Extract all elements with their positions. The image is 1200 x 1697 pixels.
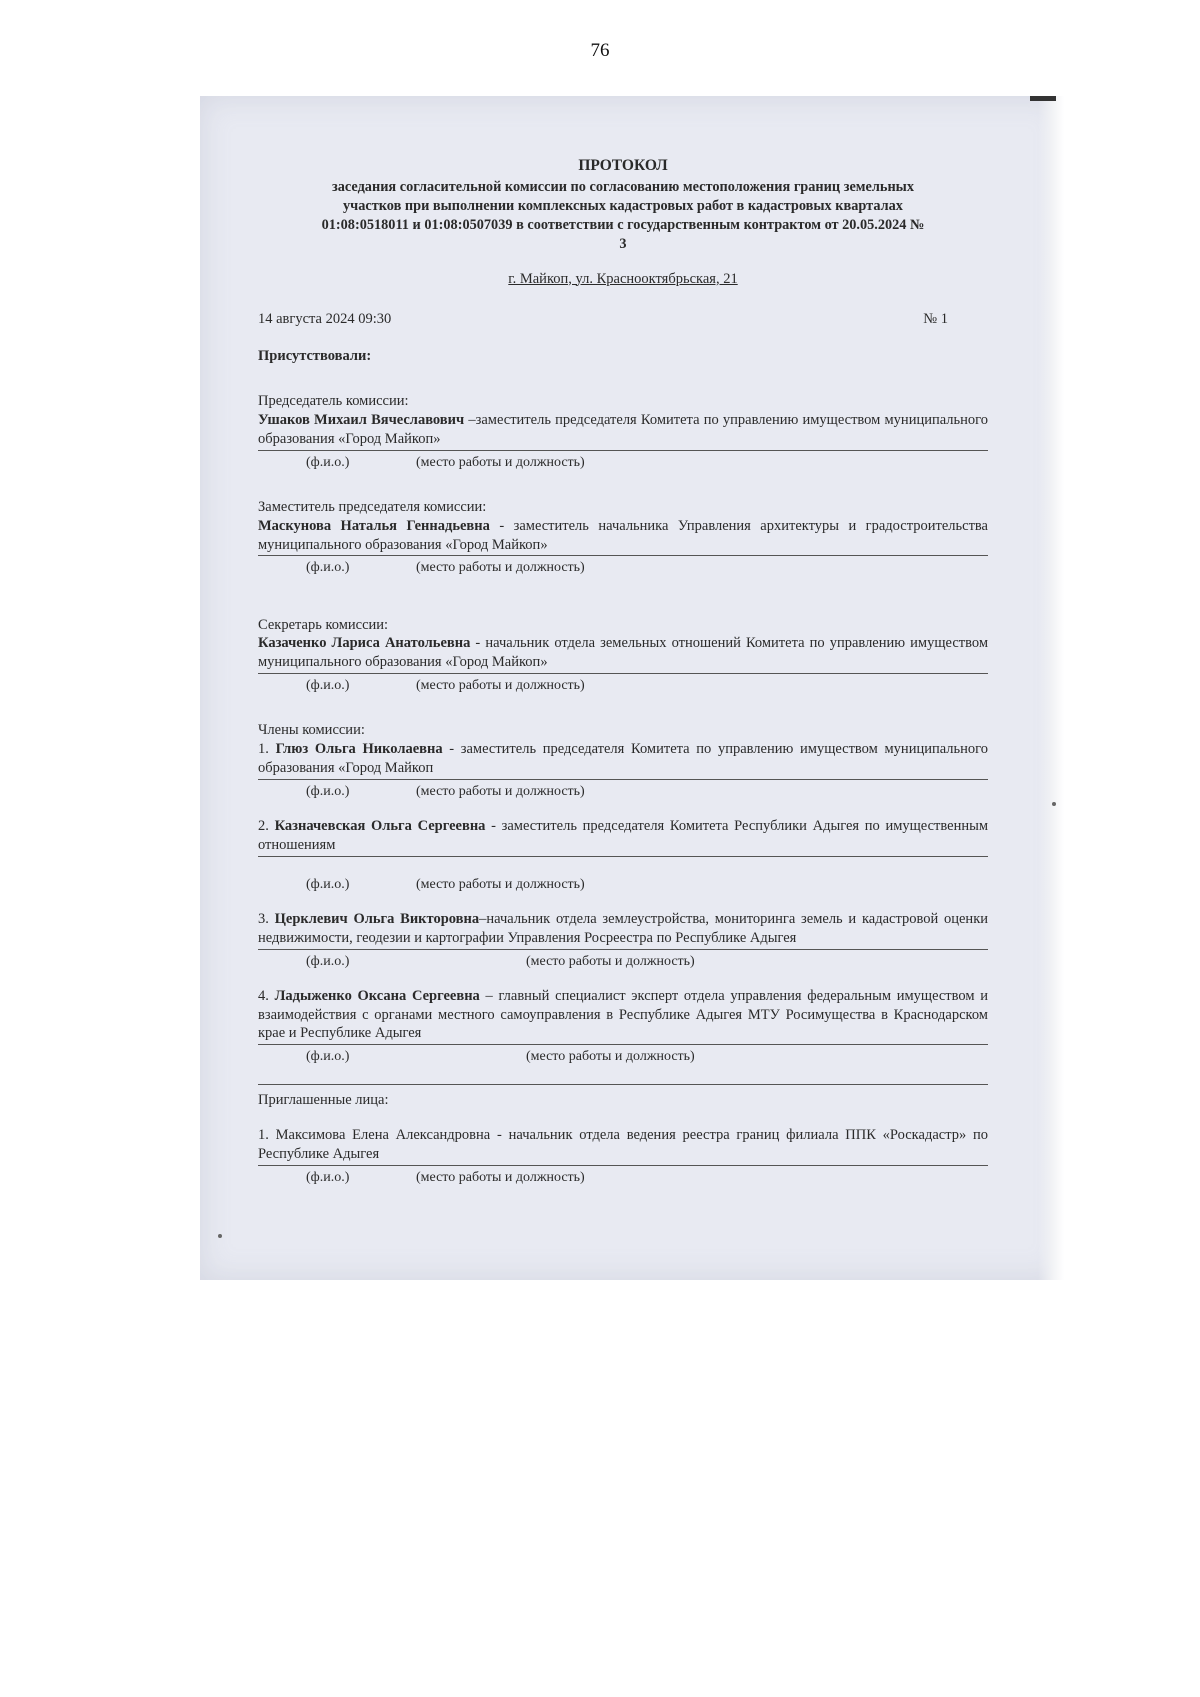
member-name: Глюз Ольга Николаевна xyxy=(275,741,443,758)
signature-caption xyxy=(258,454,988,472)
divider-line xyxy=(258,1066,988,1085)
member-entry xyxy=(258,817,988,857)
signature-caption xyxy=(258,783,988,801)
scan-edge-shadow xyxy=(1038,96,1064,1280)
meeting-date: 14 августа 2024 09:30 xyxy=(258,311,392,328)
meeting-address xyxy=(258,270,988,289)
member-name: Церклевич Ольга Викторовна xyxy=(274,910,480,927)
signature-caption xyxy=(258,953,988,971)
member-position: –начальник отдела землеустройства, мониторинга земель и кадастровой оценки недвижимости, геодезии и картографии Управления Росреестра по Республике Адыгея xyxy=(258,910,988,946)
member-name: Казначевская Ольга Сергеевна xyxy=(274,817,486,834)
scan-speck xyxy=(1052,802,1056,806)
member-entry xyxy=(258,910,988,950)
protocol-body xyxy=(258,156,988,1187)
member-name: Ладыженко Оксана Сергеевна xyxy=(274,987,480,1004)
caption-position: (место работы и должность) xyxy=(526,1049,695,1065)
subtitle-line: участков при выполнении комплексных кадастровых работ в кадастровых кварталах xyxy=(343,198,903,214)
signature-caption xyxy=(258,1169,988,1187)
member-number: 2. xyxy=(258,817,275,834)
caption-fio: (ф.и.о.) xyxy=(306,454,350,470)
caption-fio: (ф.и.о.) xyxy=(306,1049,350,1065)
member-position: – главный специалист эксперт отдела управления федеральным имуществом и взаимодействия с органами местного самоуправления в Республике Адыгея МТУ Росимущества в Краснодарском крае и Республике Адыгея xyxy=(258,987,988,1042)
caption-fio: (ф.и.о.) xyxy=(306,783,350,799)
member-number: 3. xyxy=(258,910,275,927)
member-number: 1. xyxy=(258,741,276,758)
chairman-entry xyxy=(258,411,988,451)
scan-top-mark xyxy=(1030,96,1056,101)
page-number: 76 xyxy=(590,40,610,61)
present-heading: Присутствовали: xyxy=(258,348,372,365)
member-entry xyxy=(258,740,988,780)
secretary-entry xyxy=(258,634,988,674)
secretary-name: Казаченко Лариса Анатольевна xyxy=(258,635,471,652)
member-number: 4. xyxy=(258,987,275,1004)
deputy-entry xyxy=(258,517,988,557)
date-line xyxy=(258,310,988,329)
member-position: - заместитель председателя Комитета Республики Адыгея по имущественным отношениям xyxy=(258,817,989,853)
member-entry xyxy=(258,987,988,1046)
member-position: - заместитель председателя Комитета по управлению имуществом муниципального образования «Город Майкоп xyxy=(258,741,988,776)
caption-position: (место работы и должность) xyxy=(416,876,585,892)
signature-caption xyxy=(258,559,988,577)
chairman-label: Председатель комиссии: xyxy=(258,393,409,410)
caption-position: (место работы и должность) xyxy=(416,454,585,470)
caption-position: (место работы и должность) xyxy=(416,560,585,576)
protocol-number: № 1 xyxy=(923,311,948,328)
members-label: Члены комиссии: xyxy=(258,722,365,739)
deputy-position: - заместитель начальника Управления архитектуры и градостроительства муниципального образования «Город Майкоп» xyxy=(258,517,988,553)
chairman-name: Ушаков Михаил Вячеславович xyxy=(258,411,465,428)
document-title: ПРОТОКОЛ xyxy=(578,157,668,174)
signature-caption xyxy=(258,876,988,894)
scanned-document xyxy=(200,96,1064,1280)
caption-position: (место работы и должность) xyxy=(416,783,585,799)
address-text: г. Майкоп, ул. Краснооктябрьская, 21 xyxy=(508,270,738,287)
document-subtitle xyxy=(258,178,988,253)
caption-position: (место работы и должность) xyxy=(416,1169,585,1185)
signature-caption xyxy=(258,1048,988,1066)
chairman-position: –заместитель председателя Комитета по управлению имуществом муниципального образования «Город Майкоп» xyxy=(258,411,988,447)
secretary-label: Секретарь комиссии: xyxy=(258,616,389,633)
caption-fio: (ф.и.о.) xyxy=(306,678,350,694)
deputy-name: Маскунова Наталья Геннадьевна xyxy=(258,517,490,534)
caption-position: (место работы и должность) xyxy=(416,678,585,694)
invited-label: Приглашенные лица: xyxy=(258,1092,389,1109)
caption-fio: (ф.и.о.) xyxy=(306,1169,350,1185)
caption-fio: (ф.и.о.) xyxy=(306,876,350,892)
caption-fio: (ф.и.о.) xyxy=(306,953,350,969)
caption-position: (место работы и должность) xyxy=(526,953,695,969)
deputy-label: Заместитель председателя комиссии: xyxy=(258,498,487,515)
subtitle-line: 3 xyxy=(619,235,627,252)
caption-fio: (ф.и.о.) xyxy=(306,560,350,576)
subtitle-line: 01:08:0518011 и 01:08:0507039 в соответствии с государственным контрактом от 20.05.2024 № xyxy=(321,216,925,233)
secretary-position: - начальник отдела земельных отношений Комитета по управлению имуществом муниципального образования «Город Майкоп» xyxy=(258,635,988,671)
subtitle-line: заседания согласительной комиссии по согласованию местоположения границ земельных xyxy=(332,179,914,196)
invited-entry: 1. Максимова Елена Александровна - начальник отдела ведения реестра границ филиала ППК «Роскадастр» по Республике Адыгея xyxy=(258,1126,988,1166)
scan-speck xyxy=(218,1234,222,1238)
signature-caption xyxy=(258,677,988,695)
